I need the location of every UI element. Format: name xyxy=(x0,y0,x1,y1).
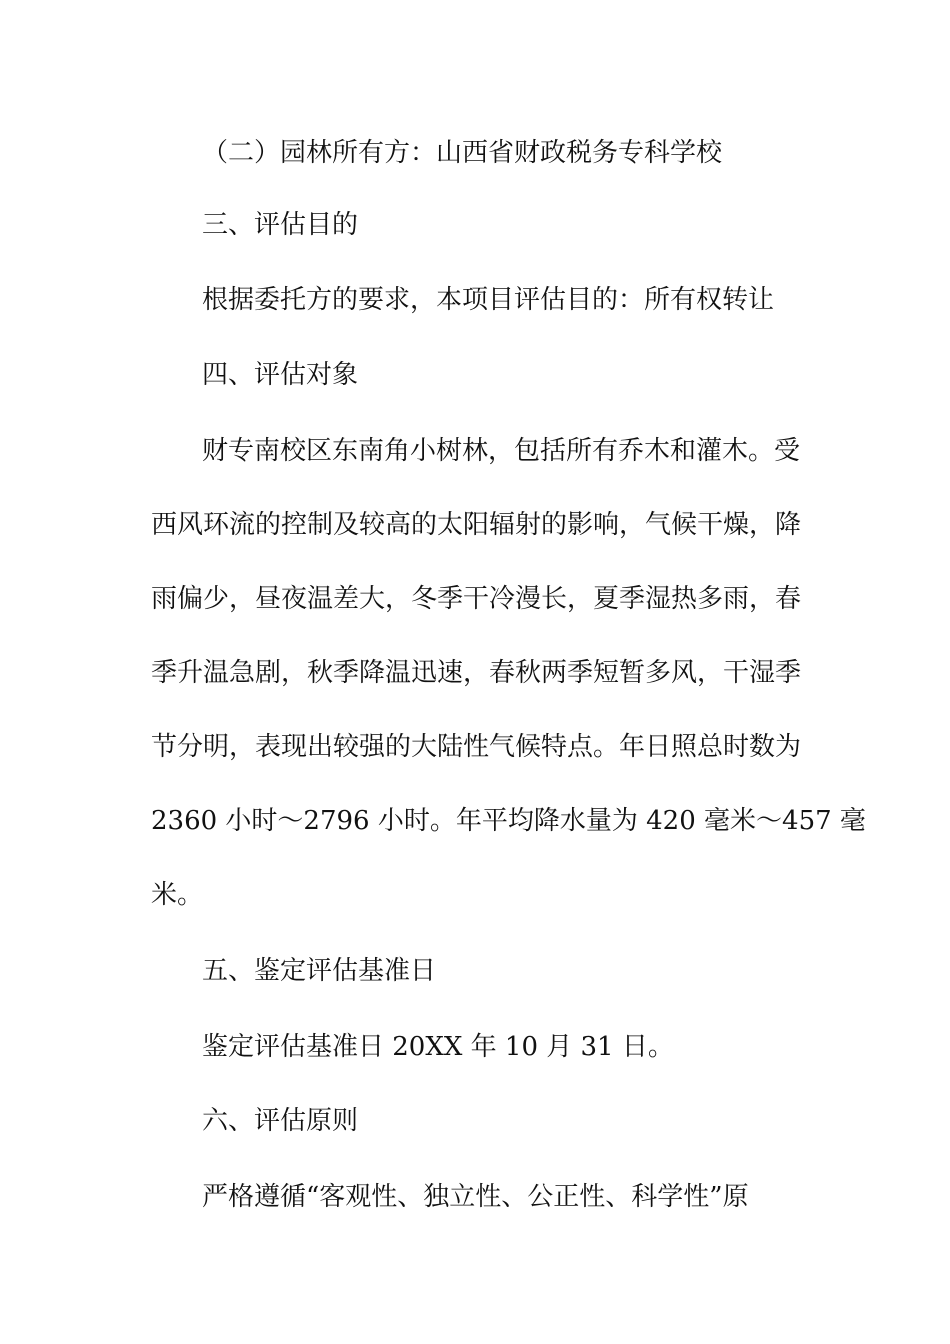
principles-paragraph: 严格遵循“客观性、独立性、公正性、科学性”原 xyxy=(202,1182,749,1212)
object-paragraph-line-5: 节分明，表现出较强的大陆性气候特点。年日照总时数为 xyxy=(151,732,802,762)
base-date-paragraph: 鉴定评估基准日 20XX 年 10 月 31 日。 xyxy=(202,1032,674,1062)
section-heading-principles: 六、评估原则 xyxy=(202,1106,359,1136)
object-paragraph-line-4: 季升温急剧，秋季降温迅速，春秋两季短暂多风，干湿季 xyxy=(151,658,802,688)
object-paragraph-line-6: 2360 小时～2796 小时。年平均降水量为 420 毫米～457 毫 xyxy=(151,806,866,836)
section-heading-object: 四、评估对象 xyxy=(202,360,359,390)
section-heading-base-date: 五、鉴定评估基准日 xyxy=(202,956,437,986)
object-paragraph-line-3: 雨偏少，昼夜温差大，冬季干冷漫长，夏季湿热多雨，春 xyxy=(151,584,802,614)
section-heading-purpose: 三、评估目的 xyxy=(202,210,359,240)
owner-line: （二）园林所有方：山西省财政税务专科学校 xyxy=(202,138,723,168)
purpose-paragraph: 根据委托方的要求，本项目评估目的：所有权转让 xyxy=(202,285,775,315)
object-paragraph-line-7: 米。 xyxy=(151,880,204,910)
object-paragraph-line-2: 西风环流的控制及较高的太阳辐射的影响，气候干燥，降 xyxy=(151,510,802,540)
object-paragraph-line-1: 财专南校区东南角小树林，包括所有乔木和灌木。受 xyxy=(202,436,801,466)
